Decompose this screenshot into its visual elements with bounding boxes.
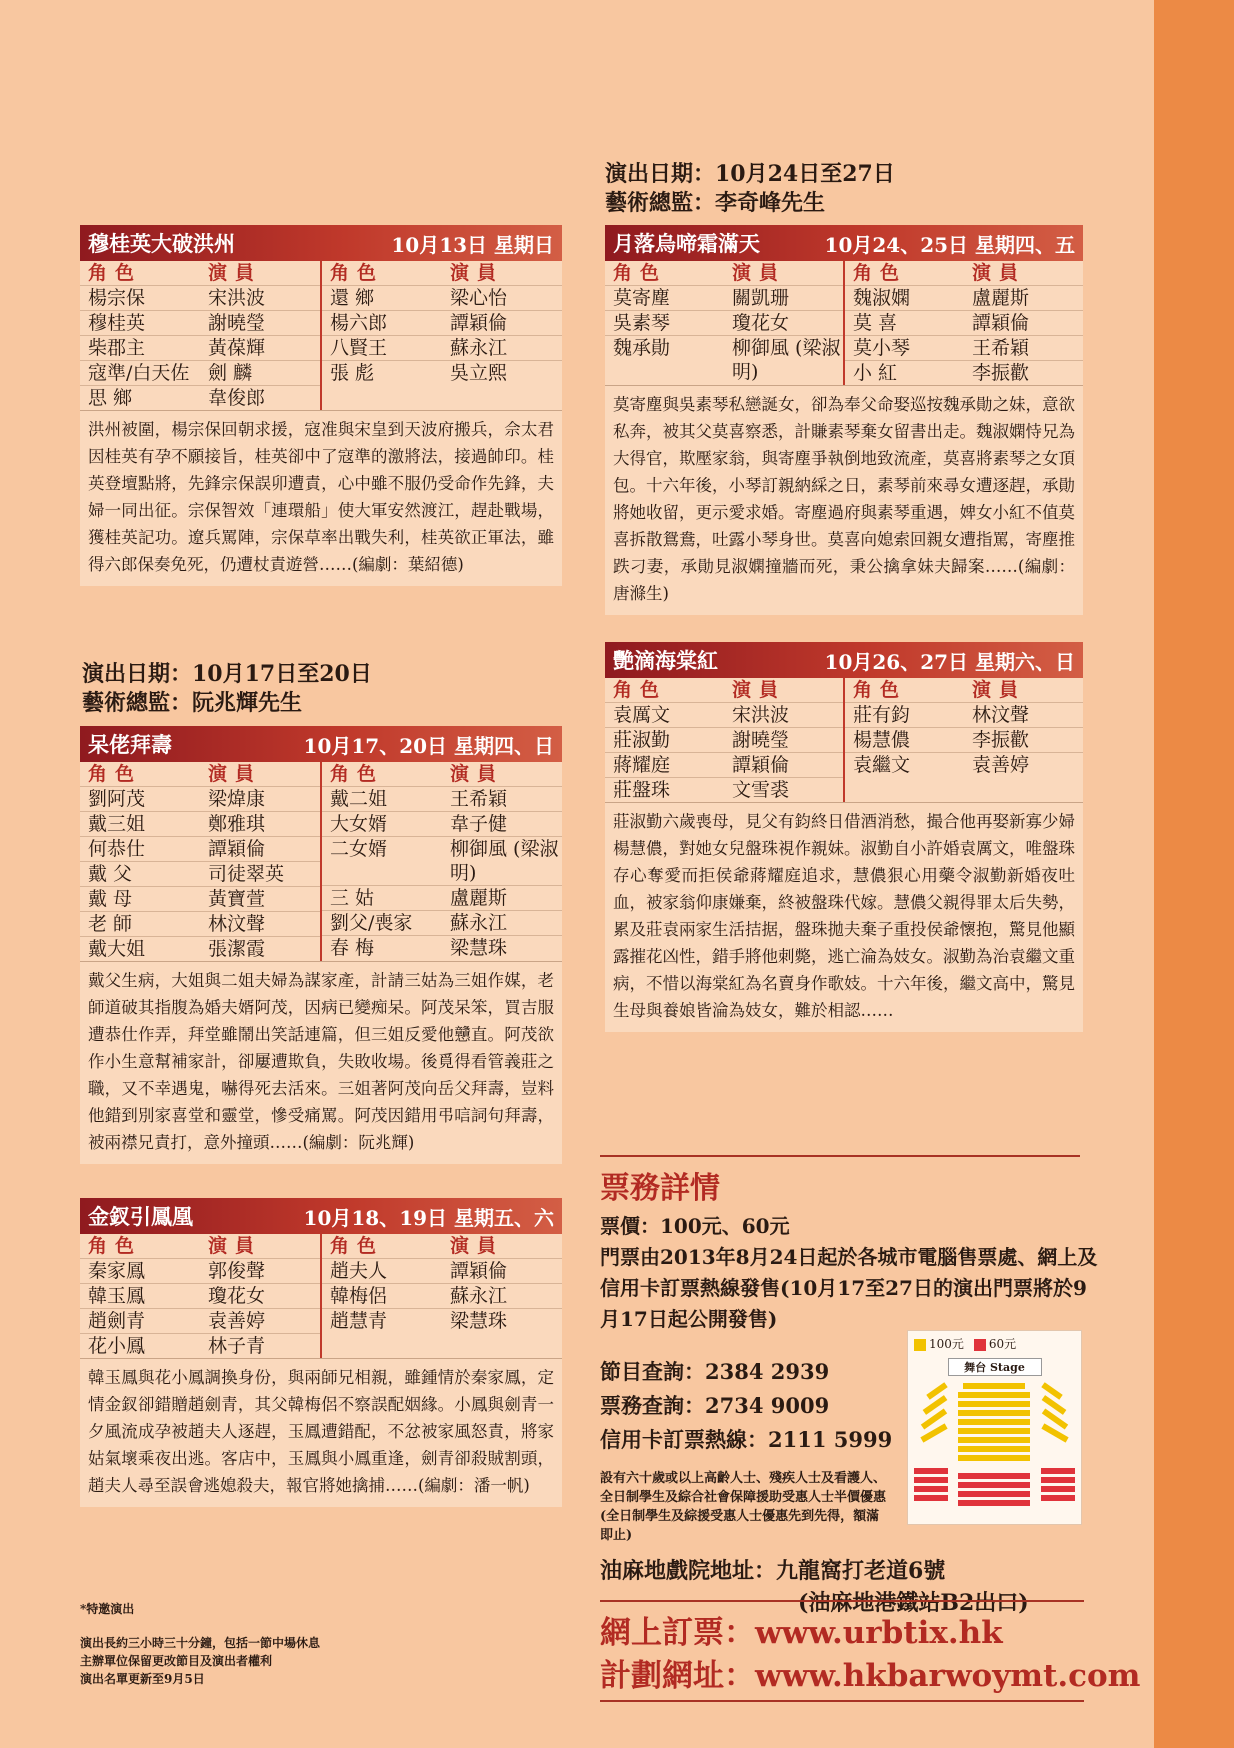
- color-swatch: [914, 1339, 926, 1351]
- address-exit: (油麻地港鐵站B2出口): [798, 1590, 1029, 1616]
- show-block: [80, 726, 562, 1164]
- cast-row: [845, 361, 1083, 385]
- cast-header-row: [322, 762, 562, 787]
- actor-name: 梁慧珠: [450, 1310, 508, 1332]
- footnotes: [80, 1600, 320, 1688]
- show-title: 呆佬拜壽: [88, 732, 172, 757]
- cast-table: [605, 678, 1083, 803]
- actor-name: 韋子健: [450, 813, 508, 835]
- cast-header-row: [845, 261, 1083, 286]
- actor-name: 宋洪波: [732, 704, 790, 726]
- role-name: 劉父/喪家: [330, 912, 413, 934]
- role-name: 何恭仕: [88, 838, 146, 860]
- side-stripe: [1154, 0, 1234, 1748]
- role-name: 張 彪: [330, 362, 375, 384]
- cast-table: [80, 1234, 562, 1359]
- role-name: 莫 喜: [853, 312, 898, 334]
- ticket-sale-info: 門票由2013年8月24日起於各城市電腦售票處、網上及信用卡訂票熱線發售(10月17至27日的演出門票將於9月17日起公開發售): [600, 1245, 1098, 1331]
- role-name: 楊慧儂: [853, 729, 911, 751]
- role-name: 戴 父: [88, 863, 133, 885]
- actor-name: 袁善婷: [208, 1310, 266, 1332]
- role-name: 寇準/白天佐: [88, 362, 190, 384]
- cast-row: [80, 336, 320, 361]
- role-name: 魏承勛: [613, 337, 671, 359]
- show-block: [80, 1198, 562, 1507]
- actor-name: 蘇永江: [450, 1285, 508, 1307]
- show-synopsis: 莫寄塵與吳素琴私戀誕女，卻為奉父命娶巡按魏承勛之妹，意欲私奔，被其父莫喜察悉，計賺素琴棄女留書出走。魏淑嫻恃兄為大得官，欺壓家翁，與寄塵爭執倒地致流產，莫喜將素琴之女頂包。十六年後，小琴訂親納綵之日，素琴前來尋女遭逐趕，承勛將她收留，更示愛求婚。寄塵過府與素琴重遇，婢女小紅不值莫喜拆散鴛鴦，吐露小琴身世。莫喜向媳索回親女遭指罵，寄塵推跌刁妻，承勛見淑嫻撞牆而死，秉公擒拿妹夫歸案……(編劇：唐滌生): [613, 395, 1075, 603]
- cast-row: [605, 703, 843, 728]
- actor-name: 王希穎: [450, 788, 508, 810]
- actor-header: 演員: [208, 1235, 263, 1257]
- cast-row: [605, 753, 843, 778]
- show-date: 10月18、19日 星期五、六: [303, 1205, 554, 1230]
- actor-name: 黃葆輝: [208, 337, 266, 359]
- actor-name: 柳御風 (梁淑明): [732, 337, 841, 383]
- actor-name: 蘇永江: [450, 912, 508, 934]
- cast-row: [322, 837, 562, 886]
- show-synopsis: 韓玉鳳與花小鳳調換身份，與兩師兄相親，雖鍾情於秦家鳳，定情金釵卻錯贈趙劍青，其父韓梅侶不察誤配姻緣。小鳳與劍青一夕風流成孕被趙夫人逐趕，玉鳳遭錯配，不忿被家風怒責，將家姑氣壞乘夜出逃。客店中，玉鳳與小鳳重逢，劍青卻殺賊割頭，趙夫人尋至誤會逃媳殺夫，報官將她擒捕……(編劇：潘一帆): [88, 1368, 554, 1495]
- actor-name: 關凱珊: [732, 287, 790, 309]
- actor-header: 演員: [450, 262, 505, 284]
- role-name: 楊宗保: [88, 287, 146, 309]
- ticket-price: 票價：100元、60元: [600, 1214, 790, 1238]
- meta-left: [82, 660, 372, 718]
- program-enquiry: 節目查詢：2384 2939: [600, 1359, 830, 1384]
- seats-60: [914, 1468, 1075, 1506]
- role-name: 戴二姐: [330, 788, 388, 810]
- cast-row: [80, 887, 320, 912]
- role-name: 小 紅: [853, 362, 898, 384]
- cast-column: [605, 678, 843, 802]
- role-header: 角色: [330, 1235, 385, 1257]
- meta-right: [605, 160, 895, 218]
- role-name: 花小鳳: [88, 1335, 146, 1357]
- show-title: 穆桂英大破洪州: [88, 231, 235, 256]
- venue-address: [600, 1555, 1029, 1619]
- actor-name: 譚穎倫: [732, 754, 790, 776]
- cast-row: [322, 361, 562, 385]
- actor-header: 演員: [208, 763, 263, 785]
- actor-name: 梁慧珠: [450, 937, 508, 959]
- actor-name: 吳立熙: [450, 362, 508, 384]
- actor-name: 譚穎倫: [972, 312, 1030, 334]
- role-name: 大女婿: [330, 813, 388, 835]
- role-name: 吳素琴: [613, 312, 671, 334]
- actor-name: 譚穎倫: [450, 312, 508, 334]
- actor-name: 張潔霞: [208, 938, 266, 960]
- cast-table: [80, 261, 562, 411]
- cast-column: [843, 261, 1083, 385]
- cast-row: [845, 286, 1083, 311]
- role-name: 穆桂英: [88, 312, 146, 334]
- project-link[interactable]: 計劃網址：www.hkbarwoymt.com: [600, 1658, 1141, 1694]
- seat-diagram: [908, 1378, 1081, 1518]
- ticket-enquiry: 票務查詢：2734 9009: [600, 1393, 830, 1418]
- actor-name: 謝曉瑩: [208, 312, 266, 334]
- color-swatch: [974, 1339, 986, 1351]
- actor-name: 王希穎: [972, 337, 1030, 359]
- performance-dates: 演出日期：10月17日至20日: [82, 661, 372, 687]
- actor-header: 演員: [972, 679, 1027, 701]
- role-name: 春 梅: [330, 937, 375, 959]
- performance-dates: 演出日期：10月24日至27日: [605, 161, 895, 187]
- actor-header: 演員: [972, 262, 1027, 284]
- show-block: [605, 225, 1083, 615]
- role-name: 楊六郎: [330, 312, 388, 334]
- role-name: 莫寄塵: [613, 287, 671, 309]
- actor-header: 演員: [208, 262, 263, 284]
- actor-name: 鄭雅琪: [208, 813, 266, 835]
- cast-row: [605, 778, 843, 802]
- role-name: 二女婿: [330, 838, 388, 860]
- role-name: 三 姑: [330, 887, 375, 909]
- show-date: 10月26、27日 星期六、日: [824, 649, 1075, 674]
- cast-row: [322, 886, 562, 911]
- role-name: 韓玉鳳: [88, 1285, 146, 1307]
- cast-row: [80, 1334, 320, 1358]
- legend-item-a: 100元: [914, 1335, 964, 1352]
- divider: [600, 1155, 1080, 1157]
- cast-row: [322, 311, 562, 336]
- cast-table: [80, 762, 562, 962]
- seat-legend: [908, 1331, 1081, 1356]
- role-name: 袁繼文: [853, 754, 911, 776]
- role-header: 角色: [88, 763, 143, 785]
- actor-header: 演員: [732, 679, 787, 701]
- cast-row: [80, 311, 320, 336]
- art-director: 藝術總監：李奇峰先生: [605, 190, 826, 216]
- actor-name: 蘇永江: [450, 337, 508, 359]
- seating-plan: [907, 1330, 1082, 1525]
- cast-row: [322, 1284, 562, 1309]
- rights-note: 主辦單位保留更改節目及演出者權利: [80, 1654, 273, 1668]
- cast-column: [843, 678, 1083, 802]
- show-date: 10月17、20日 星期四、日: [303, 733, 554, 758]
- role-name: 八賢王: [330, 337, 388, 359]
- show-title: 月落烏啼霜滿天: [613, 231, 760, 256]
- role-name: 韓梅侶: [330, 1285, 388, 1307]
- cast-row: [845, 336, 1083, 361]
- cast-row: [322, 1309, 562, 1333]
- show-date: 10月13日 星期日: [391, 232, 554, 257]
- show-block: [605, 642, 1083, 1032]
- cast-row: [845, 703, 1083, 728]
- cast-row: [322, 911, 562, 936]
- role-name: 蔣耀庭: [613, 754, 671, 776]
- role-header: 角色: [613, 262, 668, 284]
- cast-row: [80, 1309, 320, 1334]
- concession-note: 設有六十歲或以上高齡人士、殘疾人士及看護人、全日制學生及綜合社會保障援助受惠人士半價優惠(全日制學生及綜援受惠人士優惠先到先得，額滿即止): [600, 1471, 887, 1543]
- show-date: 10月24、25日 星期四、五: [824, 232, 1075, 257]
- role-name: 思 鄉: [88, 387, 133, 409]
- cast-row: [80, 386, 320, 410]
- cast-row: [80, 812, 320, 837]
- show-header: [80, 726, 562, 762]
- show-block: [80, 225, 562, 586]
- role-header: 角色: [88, 1235, 143, 1257]
- role-name: 柴郡主: [88, 337, 146, 359]
- actor-name: 盧麗斯: [972, 287, 1030, 309]
- role-name: 還 鄉: [330, 287, 375, 309]
- cast-header-row: [845, 678, 1083, 703]
- show-synopsis: 洪州被圍，楊宗保回朝求援，寇准與宋皇到天波府搬兵，佘太君因桂英有孕不願接旨，桂英卻中了寇準的激將法，接過帥印。桂英登壇點將，先鋒宗保誤卯遭責，心中雖不服仍受命作先鋒，夫婦一同出征。宗保智效「連環船」使大軍安然渡江，趕赴戰場，獲桂英記功。遼兵罵陣，宗保草率出戰失利，桂英欲正軍法，雖得六郎保奏免死，仍遭杖責遊營……(編劇：葉紹德): [88, 420, 554, 574]
- stage-label: 舞台 Stage: [948, 1358, 1042, 1376]
- show-header: [80, 225, 562, 261]
- legend-item-b: 60元: [974, 1335, 1016, 1352]
- cast-row: [80, 862, 320, 887]
- actor-name: 袁善婷: [972, 754, 1030, 776]
- show-synopsis: 莊淑勤六歲喪母，見父有鈞終日借酒消愁，撮合他再娶新寡少婦楊慧儂，對她女兒盤珠視作親妹。淑勤自小許婚袁厲文，唯盤珠存心奪愛而拒侯爺蔣耀庭追求，慧儂狠心用藥令淑勤新婚夜吐血，被家翁仰康嫌棄，終被盤珠代嫁。慧儂父親得罪太后失勢，累及莊袁兩家生活拮据，盤珠拋夫棄子重投侯爺懷抱，驚見他顯露摧花凶性，錯手將他刺斃，逃亡淪為妓女。淑勤為治袁繼文重病，不惜以海棠紅為名賣身作歌妓。十六年後，繼文高中，驚見生母與養娘皆淪為妓女，難於相認……: [613, 812, 1075, 1020]
- ticket-title: 票務詳情: [600, 1171, 720, 1206]
- cast-column: [320, 1234, 562, 1358]
- cast-column: [320, 261, 562, 410]
- role-header: 角色: [330, 262, 385, 284]
- actor-name: 盧麗斯: [450, 887, 508, 909]
- role-name: 老 師: [88, 913, 133, 935]
- role-name: 劉阿茂: [88, 788, 146, 810]
- cast-row: [605, 286, 843, 311]
- actor-name: 林子青: [208, 1335, 266, 1357]
- cast-row: [80, 912, 320, 937]
- role-name: 戴大姐: [88, 938, 146, 960]
- cast-row: [80, 1259, 320, 1284]
- role-header: 角色: [613, 679, 668, 701]
- divider: [600, 1600, 1084, 1602]
- role-header: 角色: [853, 262, 908, 284]
- role-name: 趙慧青: [330, 1310, 388, 1332]
- show-header: [605, 225, 1083, 261]
- cast-row: [322, 286, 562, 311]
- duration-note: 演出長約三小時三十分鐘，包括一節中場休息: [80, 1636, 321, 1650]
- cast-row: [80, 837, 320, 862]
- actor-header: 演員: [732, 262, 787, 284]
- actor-name: 林汶聲: [208, 913, 266, 935]
- guest-note: *特邀演出: [80, 1602, 135, 1616]
- role-name: 趙夫人: [330, 1260, 388, 1282]
- show-title: 艷滴海棠紅: [613, 648, 718, 673]
- show-header: [605, 642, 1083, 678]
- cast-header-row: [322, 1234, 562, 1259]
- role-header: 角色: [330, 763, 385, 785]
- role-header: 角色: [853, 679, 908, 701]
- actor-header: 演員: [450, 763, 505, 785]
- actor-name: 瓊花女: [732, 312, 790, 334]
- actor-name: 宋洪波: [208, 287, 266, 309]
- cast-header-row: [605, 261, 843, 286]
- actor-name: 李振歡: [972, 729, 1030, 751]
- cast-row: [80, 361, 320, 386]
- cast-column: [80, 762, 320, 961]
- cast-header-row: [322, 261, 562, 286]
- role-name: 莫小琴: [853, 337, 911, 359]
- actor-name: 瓊花女: [208, 1285, 266, 1307]
- role-header: 角色: [88, 262, 143, 284]
- address-line: 油麻地戲院地址：九龍窩打老道6號: [600, 1558, 946, 1584]
- cast-header-row: [605, 678, 843, 703]
- cast-row: [845, 753, 1083, 777]
- actor-name: 文雪裘: [732, 779, 790, 801]
- role-name: 袁厲文: [613, 704, 671, 726]
- actor-name: 李振歡: [972, 362, 1030, 384]
- seats-100: [920, 1382, 1068, 1461]
- actor-name: 謝曉瑩: [732, 729, 790, 751]
- actor-name: 黃寶萱: [208, 888, 266, 910]
- cast-column: [605, 261, 843, 385]
- cast-header-row: [80, 1234, 320, 1259]
- cast-header-row: [80, 762, 320, 787]
- cast-row: [322, 336, 562, 361]
- update-note: 演出名單更新至9月5日: [80, 1672, 205, 1686]
- actor-name: 林汶聲: [972, 704, 1030, 726]
- actor-name: 譚穎倫: [450, 1260, 508, 1282]
- cast-row: [80, 286, 320, 311]
- cast-row: [80, 1284, 320, 1309]
- show-synopsis: 戴父生病，大姐與二姐夫婦為謀家產，計請三姑為三姐作媒，老師道破其指腹為婚夫婿阿茂，因病已變痴呆。阿茂呆笨，買吉服遭恭仕作弄，拜堂雖鬧出笑話連篇，但三姐反愛他戇直。阿茂欲作小生意幫補家計，卻屢遭欺負，失敗收場。後覓得看管義莊之職，又不幸遇鬼，嚇得死去活來。三姐著阿茂向岳父拜壽，豈料他錯到別家喜堂和靈堂，慘受痛罵。阿茂因錯用弔唁詞句拜壽，被兩襟兄責打，意外撞頭……(編劇：阮兆輝): [88, 971, 554, 1152]
- actor-header: 演員: [450, 1235, 505, 1257]
- role-name: 魏淑嫻: [853, 287, 911, 309]
- cast-row: [322, 787, 562, 812]
- art-director: 藝術總監：阮兆輝先生: [82, 690, 303, 716]
- cast-row: [605, 336, 843, 384]
- cast-row: [80, 937, 320, 961]
- role-name: 秦家鳳: [88, 1260, 146, 1282]
- show-title: 金釵引鳳凰: [88, 1204, 193, 1229]
- divider: [600, 1700, 1084, 1702]
- actor-name: 譚穎倫: [208, 838, 266, 860]
- actor-name: 司徒翠英: [208, 863, 285, 885]
- role-name: 莊盤珠: [613, 779, 671, 801]
- actor-name: 郭俊聲: [208, 1260, 266, 1282]
- cast-row: [322, 812, 562, 837]
- actor-name: 梁煒康: [208, 788, 266, 810]
- cast-column: [80, 261, 320, 410]
- cast-row: [605, 728, 843, 753]
- cast-table: [605, 261, 1083, 386]
- cast-row: [80, 787, 320, 812]
- actor-name: 劍 麟: [208, 362, 253, 384]
- role-name: 莊有鈞: [853, 704, 911, 726]
- actor-name: 柳御風 (梁淑明): [450, 838, 559, 884]
- websites: [600, 1612, 1141, 1698]
- role-name: 趙劍青: [88, 1310, 146, 1332]
- role-name: 戴三姐: [88, 813, 146, 835]
- cast-row: [322, 936, 562, 960]
- role-name: 莊淑勤: [613, 729, 671, 751]
- cast-row: [845, 311, 1083, 336]
- role-name: 戴 母: [88, 888, 133, 910]
- cast-header-row: [80, 261, 320, 286]
- booking-link[interactable]: 網上訂票：www.urbtix.hk: [600, 1615, 1003, 1651]
- credit-card-hotline: 信用卡訂票熱線：2111 5999: [600, 1427, 893, 1452]
- cast-row: [322, 1259, 562, 1284]
- actor-name: 韋俊郎: [208, 387, 266, 409]
- show-header: [80, 1198, 562, 1234]
- cast-row: [845, 728, 1083, 753]
- cast-column: [320, 762, 562, 961]
- actor-name: 梁心怡: [450, 287, 508, 309]
- cast-row: [605, 311, 843, 336]
- cast-column: [80, 1234, 320, 1358]
